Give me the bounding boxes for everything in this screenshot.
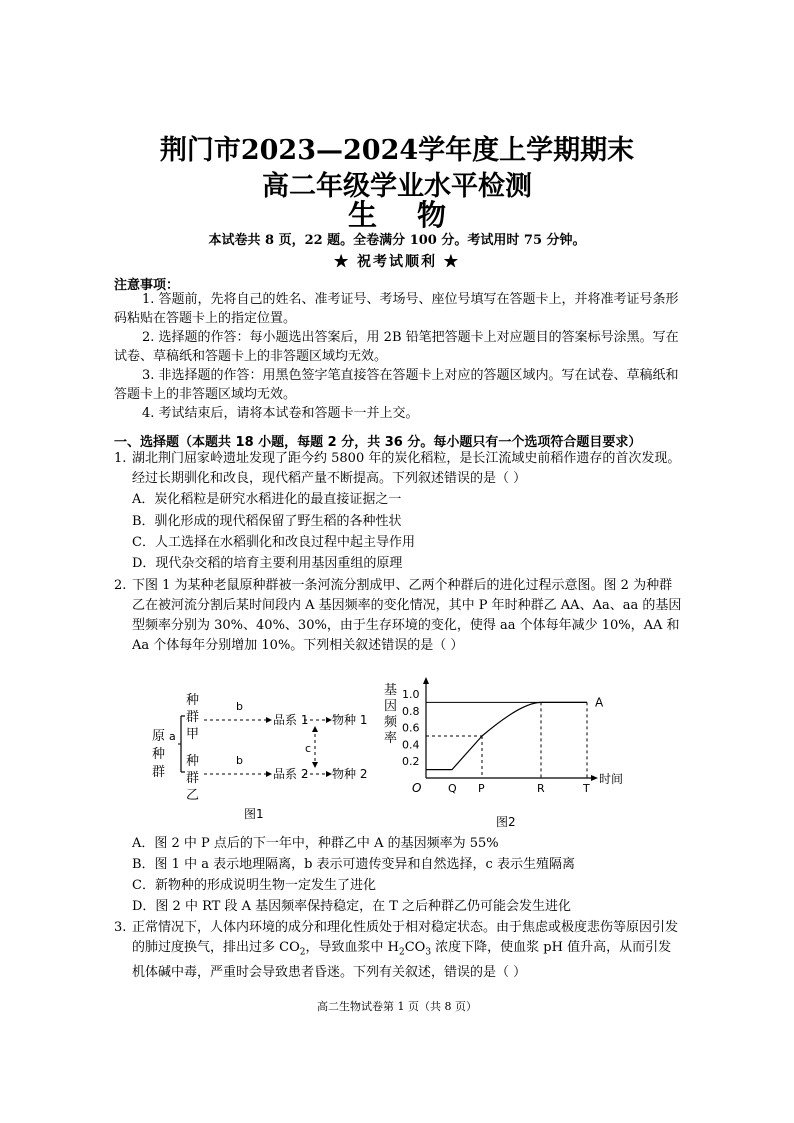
subscript: 3 [425,947,432,958]
page-footer: 高二生物试卷第 1 页（共 8 页） [317,1000,477,1013]
option-b: B．驯化形成的现代稻保留了野生稻的各种性状 [132,514,402,529]
fig1-label-a: a [169,730,176,743]
fig1-label-b-top: b [236,700,243,713]
group-jia-1: 种 [186,693,200,708]
ylabel-char: 因 [384,699,398,714]
question-3 [114,918,684,983]
group-jia-2: 群 [186,710,200,725]
stem-part: ，导致血浆中 H [305,940,399,955]
question-stem: 湖北荆门屈家岭遗址发现了距今约 5800 年的炭化稻粒，是长江流域史前稻作遗存的首次发现。经过长期驯化和改良，现代稻产量不断提高。下列叙述错误的是（ ） [132,451,681,486]
x-ticks [448,782,590,795]
ylabel-char: 频 [384,715,398,730]
fig2-ylabel [384,683,398,746]
question-stem [132,918,684,983]
fig2-caption: 图2 [496,815,516,829]
figure-1-diagram [148,688,368,823]
series-a-label: A [595,695,604,710]
subscript: 2 [299,947,306,958]
notice-heading: 注意事项： [114,278,180,293]
fig1-strain1: 品系 1 [273,713,309,727]
question-number: 2. [114,578,127,593]
question-number: 1. [114,451,127,466]
subscript: 2 [398,947,405,958]
option-d: D．图 2 中 RT 段 A 基因频率保持稳定，在 T 之后种群乙仍可能会发生进化 [132,899,572,914]
y-tick-label: 0.8 [402,704,420,718]
x-tick-label: P [478,782,485,795]
exam-title-line1: 荆门市2023—2024学年度上学期期末 [159,135,635,166]
x-axis-arrow [591,775,598,781]
stem-part: CO [404,940,426,955]
x-tick-label: T [583,782,590,795]
option-b: B．图 1 中 a 表示地理隔离，b 表示可遗传变异和自然选择，c 表示生殖隔离 [132,857,575,872]
group-jia-3: 甲 [186,727,200,742]
fig1-label-b-bottom: b [236,754,243,767]
question-number: 3. [114,920,127,935]
exam-info: 本试卷共 8 页，22 题。全卷满分 100 分。考试用时 75 分钟。 [208,233,586,248]
x-tick-label: Q [448,782,457,795]
y-tick-label: 1.0 [402,688,420,701]
option-c: C．人工选择在水稻驯化和改良过程中起主导作用 [132,535,415,550]
fig1-strain2: 品系 2 [273,767,309,781]
ylabel-char: 基 [384,683,398,698]
exam-title-line2: 高二年级学业水平检测 [262,171,532,202]
fig1-caption: 图1 [244,807,264,821]
figure-2-chart [380,674,640,832]
y-tick-label: 0.6 [402,721,420,735]
group-yi-2: 群 [186,771,200,786]
notice-item: 2. 选择题的作答：每小题选出答案后，用 2B 铅笔把答题卡上对应题目的答案标号涂黑。写在试卷、草稿纸和答题卡上的非答题区域均无效。 [114,330,679,364]
x-axis-label: 时间 [599,772,624,786]
section-title: 一、选择题（本题共 18 小题，每题 2 分，共 36 分。每小题只有一个选项符合题目要求） [114,435,642,450]
option-a: A．图 2 中 P 点后的下一年中，种群乙中 A 的基因频率为 55% [132,836,499,851]
option-d: D．现代杂交稻的培育主要利用基因重组的原理 [132,556,403,571]
notice-item: 3. 非选择题的作答：用黑色签字笔直接答在答题卡上对应的答题区域内。写在试卷、草稿纸和答题卡上的非答题区域均无效。 [114,368,679,402]
group-yi-1: 种 [186,754,200,769]
option-a: A．炭化稻粒是研究水稻进化的最直接证据之一 [132,492,402,507]
stem-part: 正常情况下，人体内环境的成分和理化性质处于相对稳定状态。由于焦虑或极度悲伤等原因引发的肺过度换气，排出过多 CO [132,920,679,955]
stem-part: 浓度下降，使血浆 pH 值升高，从而引发机体碱中毒，严重时会导致患者昏迷。下列有关叙述，错误的是（ ） [132,940,672,980]
y-tick-label: 0.4 [402,738,420,752]
question-2 [114,576,684,656]
fig1-yuan: 原 [152,729,166,744]
fig1-species2: 物种 2 [332,767,368,781]
guide-lines [426,702,587,778]
good-luck-line: ★ 祝考试顺利 ★ [334,254,460,270]
y-axis-arrow [423,677,429,684]
x-tick-label: R [537,782,545,795]
fig1-zhong: 种 [152,747,166,762]
group-yi-3: 乙 [186,788,200,803]
ylabel-char: 率 [384,731,398,746]
notice-list [114,290,679,423]
question-stem: 下图 1 为某种老鼠原种群被一条河流分割成甲、乙两个种群后的进化过程示意图。图 2 为种群乙在被河流分割后某时间段内 A 基因频率的变化情况，其中 P 年时种群乙 AA、Aa、aa 的基因型频率分别为 30%、40%、30%，由于生存环境的变化，使得 aa 个体每年减少 10%，AA 和 Aa 个体每年分别增加 10%。下列相关叙述错误的是（ ） [132,578,682,653]
notice-item: 1. 答题前，先将自己的姓名、准考证号、考场号、座位号填写在答题卡上，并将准考证号条形码粘贴在答题卡上的指定位置。 [114,292,679,326]
fig1-species1: 物种 1 [332,713,368,727]
fig1-qun: 群 [152,765,166,780]
question-1 [114,449,684,489]
subject-title: 生物 [347,198,486,232]
option-c: C．新物种的形成说明生物一定发生了进化 [132,878,376,893]
fig1-label-c: c [305,742,312,755]
notice-item: 4. 考试结束后，请将本试卷和答题卡一并上交。 [142,406,419,421]
y-ticks [402,688,420,768]
origin-label: O [412,781,422,795]
y-tick-label: 0.2 [402,755,420,769]
